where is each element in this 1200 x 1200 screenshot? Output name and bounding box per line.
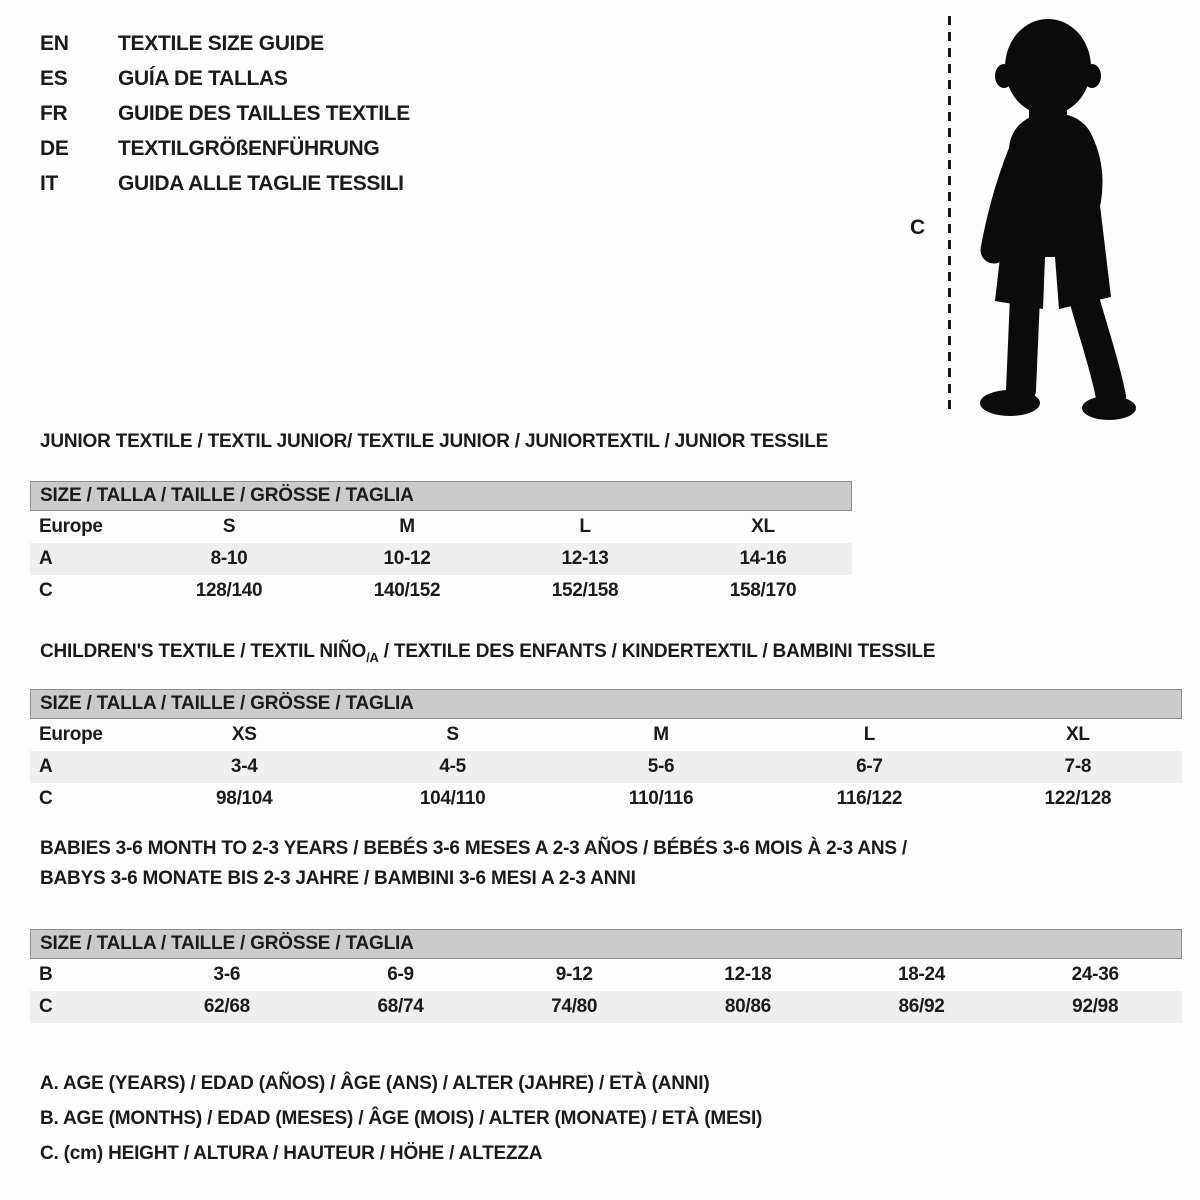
size-cell: M — [399, 516, 415, 537]
months-cell: 9-12 — [555, 964, 593, 985]
height-dashed-line-icon — [948, 16, 951, 416]
height-cell: 152/158 — [551, 580, 619, 601]
row-label: C — [39, 580, 53, 601]
row-label: B — [39, 964, 53, 985]
height-cell: 74/80 — [551, 996, 598, 1017]
height-cell: 68/74 — [377, 996, 424, 1017]
row-label: C — [39, 996, 53, 1017]
age-cell: 10-12 — [383, 548, 431, 569]
age-cell: 6-7 — [856, 756, 883, 777]
section-title-children-suffix: / TEXTILE DES ENFANTS / KINDERTEXTIL / BAMBINI TESSILE — [378, 641, 936, 662]
toddler-silhouette-icon — [963, 12, 1143, 422]
height-measure-label: C — [910, 216, 926, 239]
size-cell: L — [579, 516, 591, 537]
size-cell: XS — [231, 724, 257, 745]
language-row — [40, 166, 410, 201]
table-row-height — [30, 575, 852, 607]
guide-title: TEXTILGRÖßENFÜHRUNG — [118, 136, 380, 160]
table-row-age — [30, 751, 1182, 783]
table-row-age — [30, 543, 852, 575]
language-code: ES — [40, 66, 68, 90]
section-title-children — [40, 641, 935, 665]
months-cell: 18-24 — [897, 964, 946, 985]
size-cell: M — [653, 724, 669, 745]
section-title-junior: JUNIOR TEXTILE / TEXTIL JUNIOR/ TEXTILE JUNIOR / JUNIORTEXTIL / JUNIOR TESSILE — [40, 431, 829, 452]
junior-size-table — [30, 481, 852, 607]
guide-title: GUIDA ALLE TAGLIE TESSILI — [118, 171, 404, 195]
age-cell: 4-5 — [439, 756, 466, 777]
size-cell: XL — [1065, 724, 1090, 745]
height-cell: 116/122 — [836, 788, 903, 809]
height-cell: 128/140 — [195, 580, 263, 601]
months-cell: 6-9 — [387, 964, 414, 985]
language-code: DE — [40, 136, 69, 160]
section-title-babies-line1: BABIES 3-6 MONTH TO 2-3 YEARS / BEBÉS 3-6 MESES A 2-3 AÑOS / BÉBÉS 3-6 MOIS À 2-3 ANS / — [40, 838, 908, 859]
section-title-babies — [40, 834, 907, 894]
language-title-list — [40, 26, 410, 201]
height-cell: 86/92 — [898, 996, 945, 1017]
height-cell: 62/68 — [203, 996, 250, 1017]
size-cell: S — [222, 516, 236, 537]
footnote-age-years: A. AGE (YEARS) / EDAD (AÑOS) / ÂGE (ANS) / ALTER (JAHRE) / ETÀ (ANNI) — [40, 1073, 710, 1094]
size-header-bar: SIZE / TALLA / TAILLE / GRÖSSE / TAGLIA — [30, 689, 1182, 719]
months-cell: 3-6 — [213, 964, 241, 985]
age-cell: 14-16 — [739, 548, 787, 569]
table-row-height — [30, 783, 1182, 815]
size-header-bar: SIZE / TALLA / TAILLE / GRÖSSE / TAGLIA — [30, 481, 852, 511]
size-cell: L — [863, 724, 876, 745]
language-row — [40, 131, 410, 166]
table-row-months — [30, 959, 1182, 991]
height-cell: 98/104 — [216, 788, 273, 809]
months-cell: 12-18 — [724, 964, 772, 985]
babies-size-table — [30, 929, 1182, 1023]
footnote-height-cm: C. (cm) HEIGHT / ALTURA / HAUTEUR / HÖHE / ALTEZZA — [40, 1143, 543, 1164]
section-title-children-prefix: CHILDREN'S TEXTILE / TEXTIL NIÑO — [40, 641, 367, 662]
size-header-bar: SIZE / TALLA / TAILLE / GRÖSSE / TAGLIA — [30, 929, 1182, 959]
section-title-children-subscript: /A — [366, 649, 379, 665]
height-cell: 110/116 — [628, 788, 694, 809]
size-cell: S — [446, 724, 459, 745]
guide-title: GUÍA DE TALLAS — [118, 66, 288, 90]
row-label: Europe — [39, 516, 103, 537]
age-cell: 3-4 — [230, 756, 258, 777]
children-size-table — [30, 689, 1182, 815]
table-row-sizes — [30, 511, 852, 543]
table-row-sizes — [30, 719, 1182, 751]
age-cell: 8-10 — [210, 548, 248, 569]
age-cell: 5-6 — [647, 756, 675, 777]
row-label: C — [39, 788, 53, 809]
language-row — [40, 96, 410, 131]
language-code: IT — [40, 171, 59, 195]
size-cell: XL — [751, 516, 775, 537]
height-cell: 80/86 — [724, 996, 771, 1017]
height-cell: 158/170 — [729, 580, 797, 601]
language-code: EN — [40, 31, 69, 55]
row-label: A — [39, 756, 53, 777]
age-cell: 12-13 — [561, 548, 609, 569]
guide-title: GUIDE DES TAILLES TEXTILE — [118, 101, 410, 125]
language-code: FR — [40, 101, 68, 125]
row-label: Europe — [39, 724, 103, 745]
height-cell: 140/152 — [373, 580, 441, 601]
table-row-height — [30, 991, 1182, 1023]
legend-footnotes — [40, 1066, 762, 1171]
height-cell: 104/110 — [419, 788, 486, 809]
language-row — [40, 26, 410, 61]
language-row — [40, 61, 410, 96]
section-title-babies-line2: BABYS 3-6 MONATE BIS 2-3 JAHRE / BAMBINI 3-6 MESI A 2-3 ANNI — [40, 868, 636, 889]
height-cell: 122/128 — [1044, 788, 1112, 809]
months-cell: 24-36 — [1071, 964, 1119, 985]
row-label: A — [39, 548, 53, 569]
footnote-age-months: B. AGE (MONTHS) / EDAD (MESES) / ÂGE (MOIS) / ALTER (MONATE) / ETÀ (MESI) — [40, 1108, 763, 1129]
age-cell: 7-8 — [1064, 756, 1092, 777]
guide-title: TEXTILE SIZE GUIDE — [118, 31, 324, 55]
height-cell: 92/98 — [1072, 996, 1119, 1017]
